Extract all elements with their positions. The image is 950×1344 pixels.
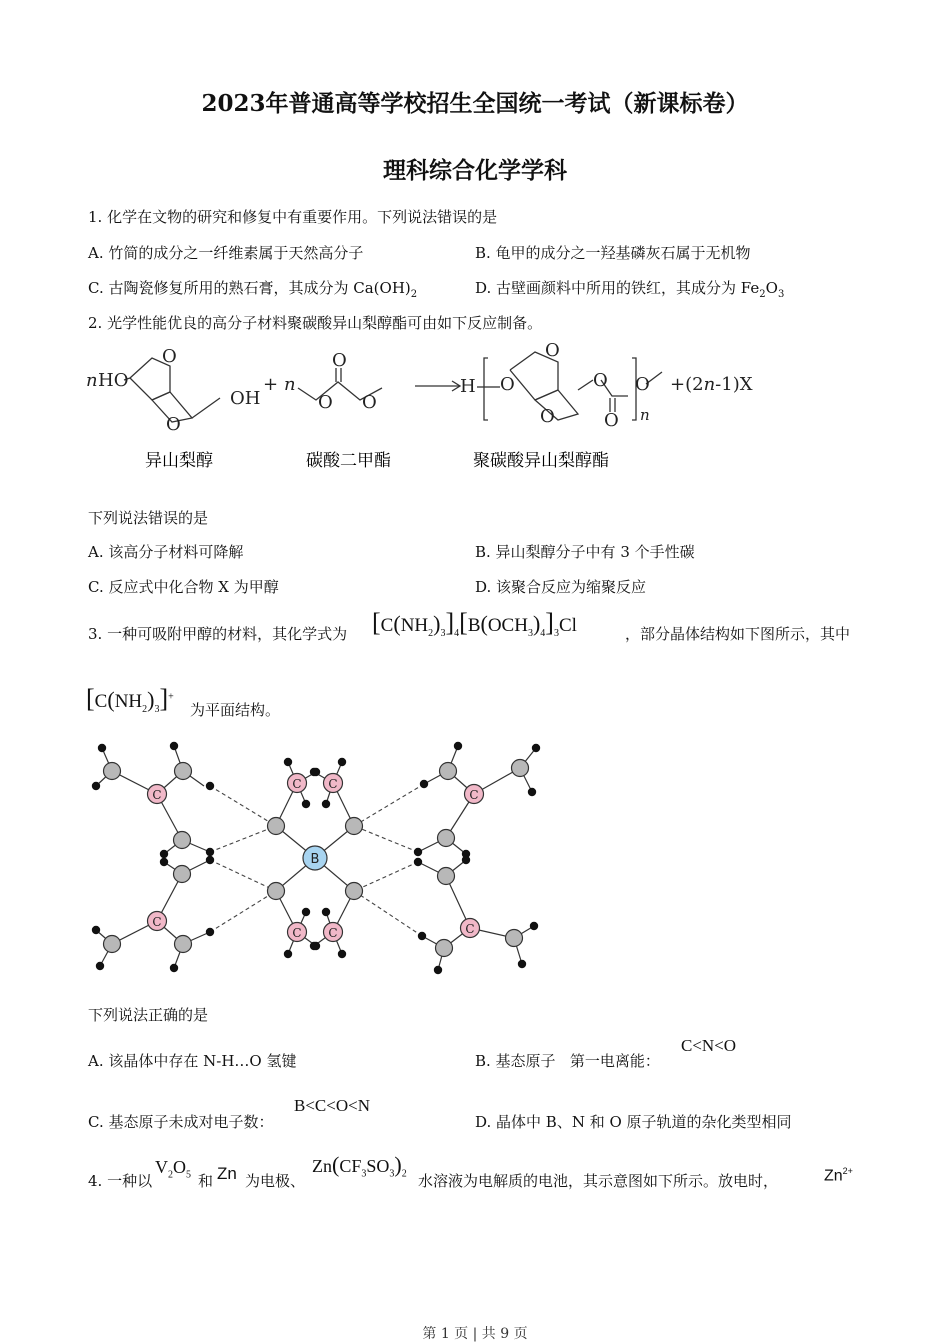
q1-option-d-text: D. 古壁画颜料中所用的铁红，其成分为 Fe <box>475 279 760 297</box>
o-text-8: O <box>540 406 555 427</box>
o-text-7: O <box>545 340 560 361</box>
q4-and: 和 <box>198 1172 214 1190</box>
g-plus: + <box>168 691 174 703</box>
q3-stem-post: ，部分晶体结构如下图所示，其中 <box>625 625 851 643</box>
c-label: C <box>152 788 162 802</box>
ho-text: HO <box>98 370 129 391</box>
c-label: C <box>328 777 338 791</box>
g-sub2: 2 <box>142 703 148 715</box>
byproduct-pre: +(2 <box>670 374 704 395</box>
f-sub2: 2 <box>428 627 434 639</box>
f-sub4: 4 <box>454 627 460 639</box>
label-dmc: 碳酸二甲酯 <box>306 451 391 471</box>
oh-text: OH <box>230 388 261 409</box>
q4-o-sub: 5 <box>186 1169 191 1181</box>
q4-zn-ion <box>824 1166 853 1185</box>
q2-ask: 下列说法错误的是 <box>88 509 209 527</box>
f-sub3c: 3 <box>553 627 559 639</box>
q2-option-d: D. 该聚合反应为缩聚反应 <box>475 578 647 596</box>
byproduct-text <box>670 374 753 395</box>
page-footer: 第 1 页 | 共 9 页 <box>422 1326 528 1342</box>
exam-subtitle: 理科综合化学学科 <box>383 157 567 184</box>
f-c: C <box>380 615 394 636</box>
f-sub3b: 3 <box>527 627 533 639</box>
c-label: C <box>328 926 338 940</box>
q3-cation-formula: $[C(NH_2)_3]^+$ <box>86 684 174 715</box>
c-label: C <box>465 922 475 936</box>
b-label: B <box>310 852 320 867</box>
q4-mid: 为电极、 <box>245 1172 306 1190</box>
q2-stem: 2. 光学性能优良的高分子材料聚碳酸异山梨醇酯可由如下反应制备。 <box>88 314 543 332</box>
q3-formula: $[C(NH_2)_3]_4[B(OCH_3)_4]_3Cl$ <box>372 608 577 639</box>
f-nh: NH <box>400 615 429 636</box>
q1-option-d-sub1: 2 <box>759 289 766 300</box>
o-text-2: O <box>166 414 181 435</box>
q4-v: V <box>155 1157 168 1177</box>
q4-pre: 4. 一种以 <box>88 1172 153 1190</box>
q2-option-c: C. 反应式中化合物 X 为甲醇 <box>88 578 279 596</box>
q3-option-a: A. 该晶体中存在 N-H…O 氢键 <box>88 1052 297 1070</box>
q3-option-d: D. 晶体中 B、N 和 O 原子轨道的杂化类型相同 <box>475 1113 792 1131</box>
q1-option-c-sub: 2 <box>410 289 418 300</box>
q4-zn3: Zn <box>824 1167 843 1185</box>
q4-v-sub: 2 <box>168 1169 173 1181</box>
c-label: C <box>152 915 162 929</box>
q4-cf: CF <box>339 1156 362 1176</box>
q4-zn: Zn <box>217 1164 237 1183</box>
q3-line2: 为平面结构。 <box>190 701 281 719</box>
c-label: C <box>292 777 302 791</box>
c-label: C <box>469 788 479 802</box>
o-text-6: O <box>500 374 515 395</box>
q4-o: O <box>173 1157 186 1177</box>
q2-option-b: B. 异山梨醇分子中有 3 个手性碳 <box>475 543 695 561</box>
q4-so-sub: 3 <box>389 1168 395 1180</box>
q1-option-a: A. 竹简的成分之一纤维素属于天然高分子 <box>88 244 364 262</box>
left-bracket <box>484 358 488 420</box>
f-b: B <box>467 615 481 636</box>
f-sub3: 3 <box>440 627 446 639</box>
g-nh: NH <box>114 691 143 712</box>
g-sub3: 3 <box>154 703 160 715</box>
f-sub4b: 4 <box>540 627 546 639</box>
q4-outer-sub: 2 <box>401 1168 407 1180</box>
q1-option-c <box>88 277 417 300</box>
o-text-5: O <box>362 392 377 413</box>
o-text-9: O <box>593 370 608 391</box>
q4-cf-sub: 3 <box>361 1168 367 1180</box>
q4-post: 水溶液为电解质的电池，其示意图如下所示。放电时， <box>418 1172 779 1190</box>
q1-option-d-sub2: 3 <box>777 289 785 300</box>
q3-option-c: C. 基态原子未成对电子数： <box>88 1113 274 1131</box>
q1-option-c-text: C. 古陶瓷修复所用的熟石膏，其成分为 Ca(OH) <box>88 279 411 297</box>
q3-ask: 下列说法正确的是 <box>88 1006 209 1024</box>
o-text-4: O <box>332 350 347 371</box>
q4-electrolyte: $Zn(CF_3SO_3)_2$ <box>312 1152 407 1180</box>
f-och: OCH <box>487 615 528 636</box>
q1-stem: 1. 化学在文物的研究和修复中有重要作用。下列说法错误的是 <box>88 208 498 226</box>
q4-charge: 2+ <box>842 1166 853 1176</box>
q1-option-d <box>475 277 784 300</box>
q3-option-b: B. 基态原子 第一电离能： <box>475 1052 660 1070</box>
n3-text: n <box>640 406 650 424</box>
o-text-10: O <box>604 410 619 431</box>
q2-option-a: A. 该高分子材料可降解 <box>88 543 244 561</box>
q4-v2o5 <box>155 1157 191 1181</box>
exam-title: 2023年普通高等学校招生全国统一考试（新课标卷） <box>201 90 749 117</box>
f-cl: Cl <box>558 615 577 636</box>
n1-text: n <box>86 370 98 391</box>
q1-option-b: B. 龟甲的成分之一羟基磷灰石属于无机物 <box>475 244 751 262</box>
o-text-3: O <box>318 392 333 413</box>
label-polymer: 聚碳酸异山梨醇酯 <box>473 451 609 471</box>
plus-text: + <box>263 374 279 395</box>
c-label: C <box>292 926 302 940</box>
q3-stem-pre: 3. 一种可吸附甲醇的材料，其化学式为 <box>88 625 348 643</box>
g-c: C <box>94 691 108 712</box>
q4-zn2: Zn <box>312 1156 332 1176</box>
n2-text: n <box>284 374 296 395</box>
byproduct-post: -1)X <box>715 374 753 395</box>
byproduct-n: n <box>703 374 716 395</box>
h-text: H <box>460 376 476 397</box>
q3-option-b-value: C<N<O <box>681 1036 737 1055</box>
q2-reaction-scheme <box>80 340 780 480</box>
o-text-11: O <box>635 374 650 395</box>
q3-crystal-diagram <box>86 736 556 984</box>
o-text-1: O <box>162 346 177 367</box>
q1-option-d-mid: O <box>765 279 778 297</box>
q4-so: SO <box>366 1156 390 1176</box>
label-isosorbide: 异山梨醇 <box>145 451 213 471</box>
q3-option-c-value: B<C<O<N <box>294 1096 370 1115</box>
